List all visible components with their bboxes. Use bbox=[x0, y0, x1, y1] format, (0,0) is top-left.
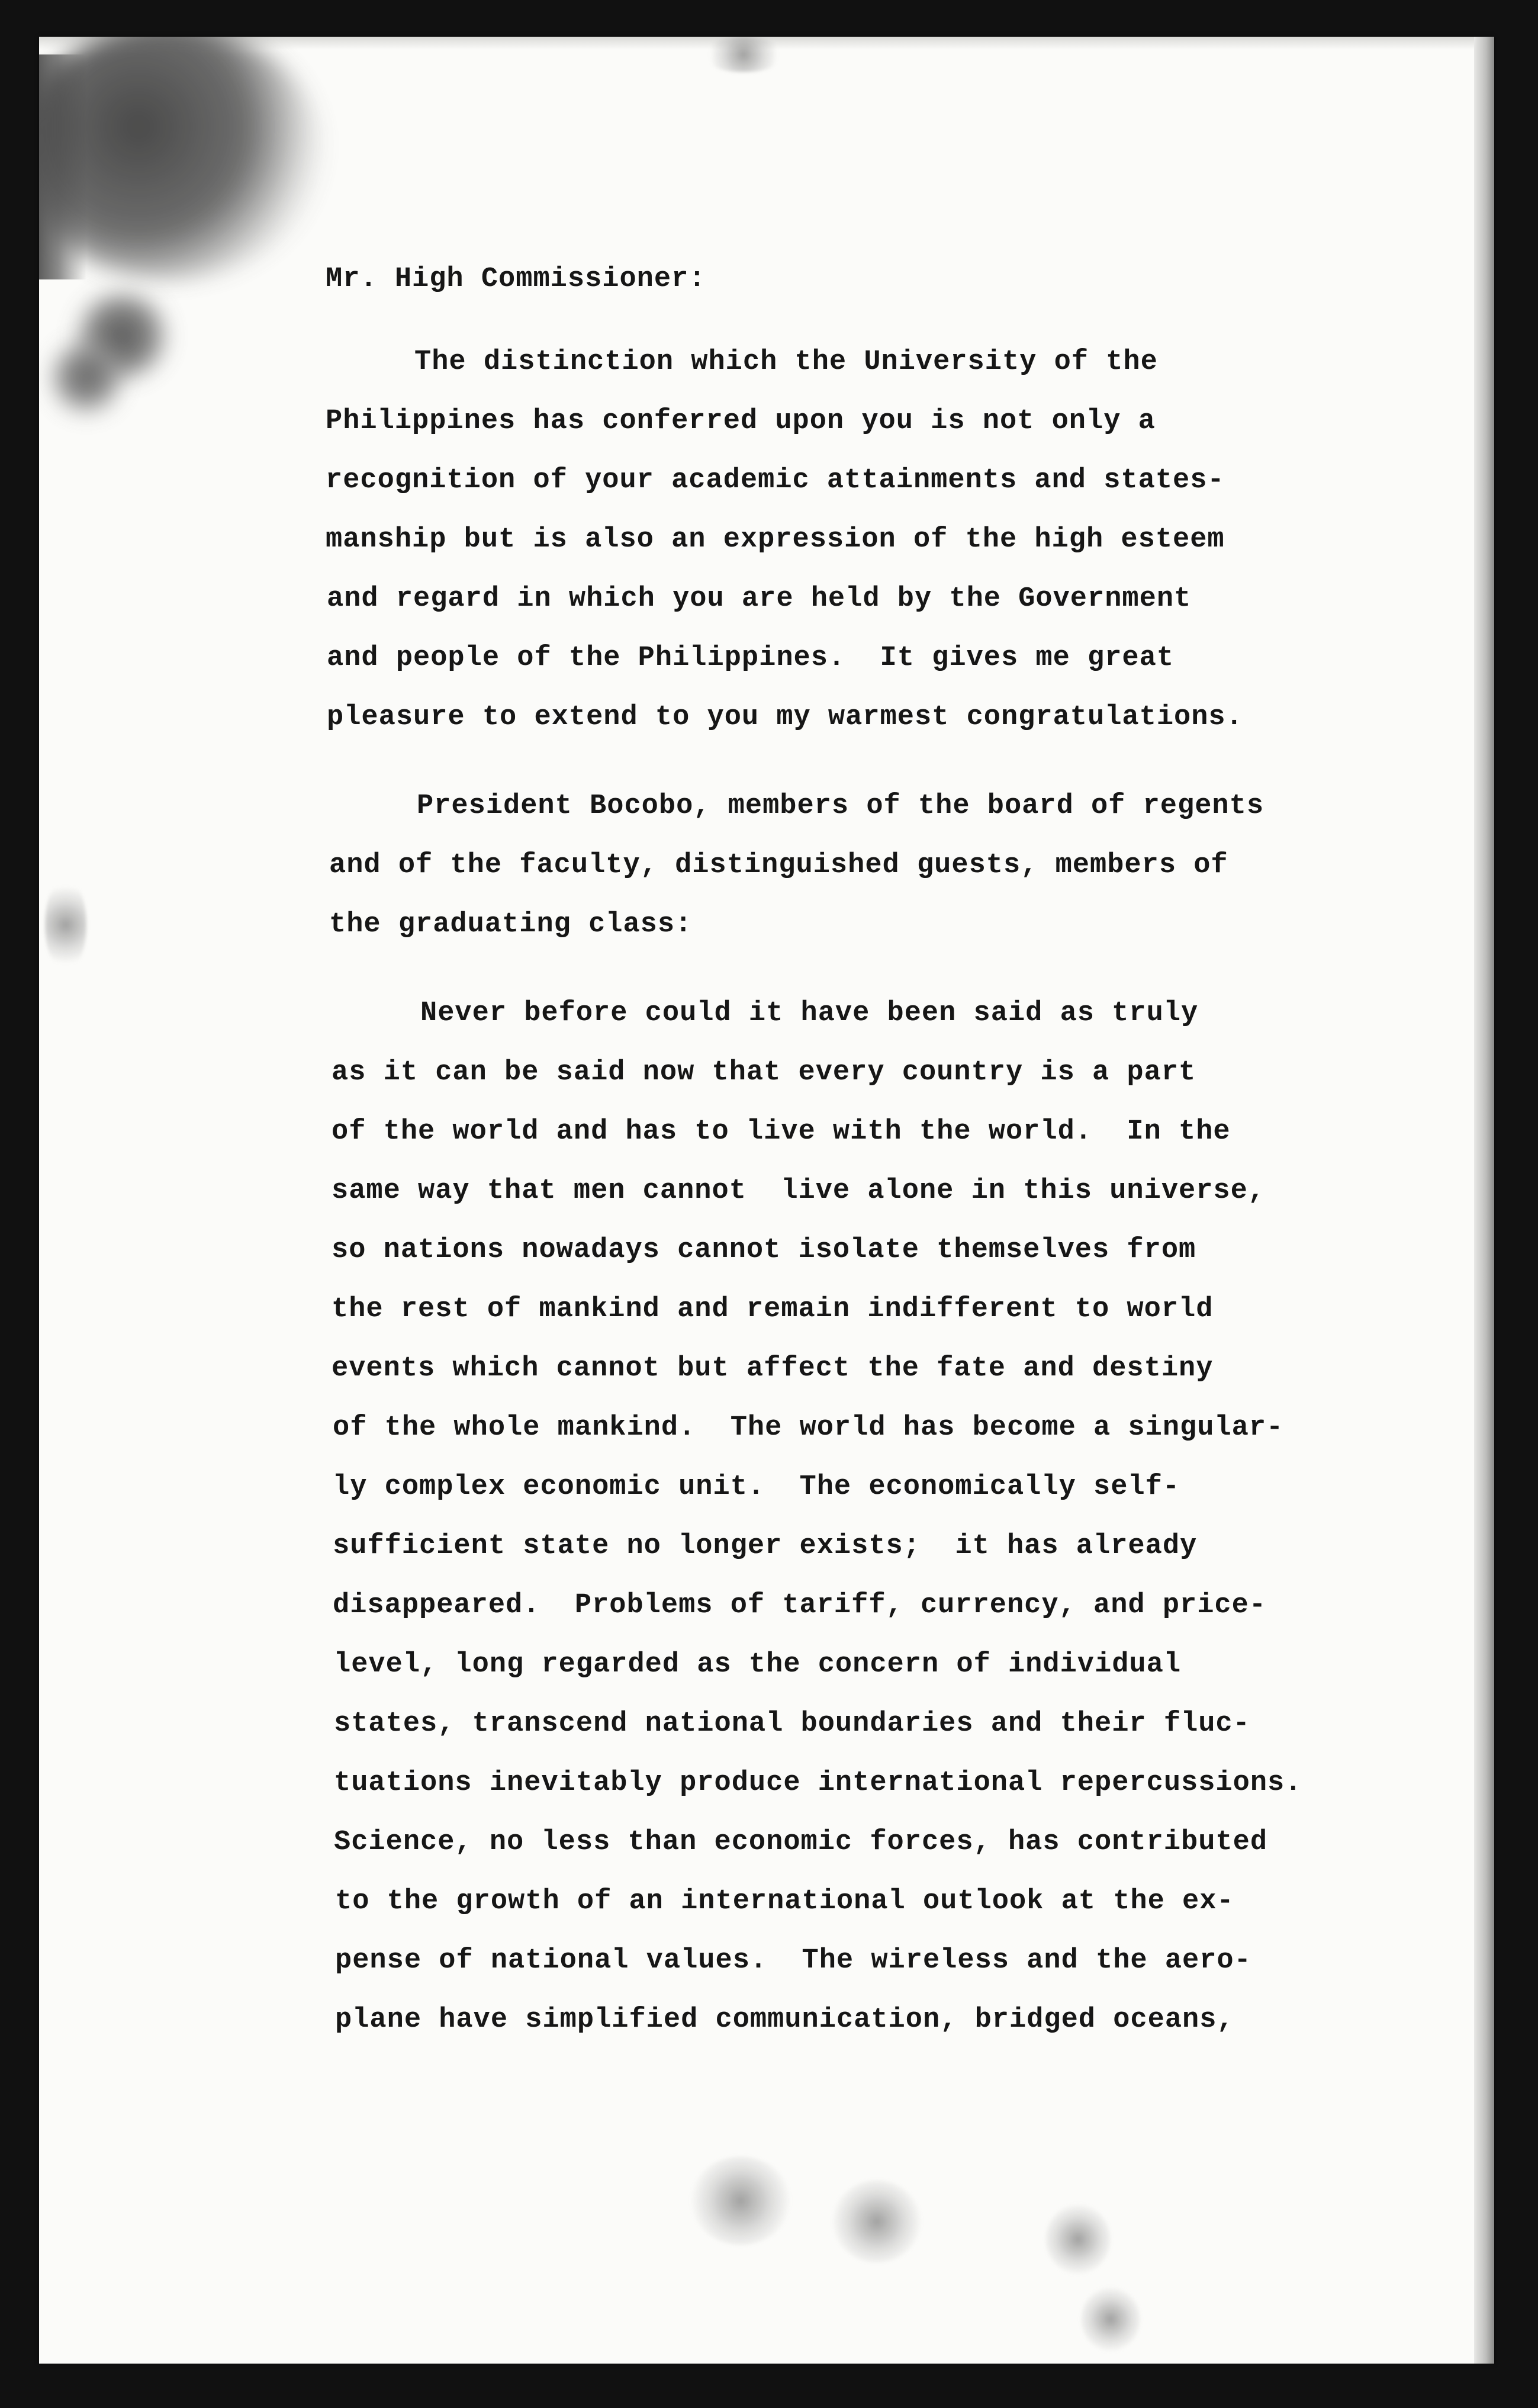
paragraph-3-line: same way that men cannot live alone in this universe, bbox=[332, 1175, 1266, 1207]
paper-speckle bbox=[1045, 2204, 1111, 2275]
paragraph-3-line: to the growth of an international outlook at the ex- bbox=[335, 1886, 1234, 1917]
ink-stain bbox=[51, 339, 122, 416]
paragraph-3-line: events which cannot but affect the fate and destiny bbox=[332, 1353, 1214, 1384]
paragraph-3-line: level, long regarded as the concern of individual bbox=[334, 1649, 1182, 1680]
paper-speckle bbox=[702, 37, 785, 72]
paragraph-2-line: President Bocobo, members of the board of regents bbox=[417, 790, 1264, 822]
paragraph-3-line: disappeared. Problems of tariff, currency, and price- bbox=[333, 1590, 1267, 1621]
paper-edge-shadow bbox=[1474, 37, 1494, 2364]
torn-corner bbox=[39, 54, 86, 279]
letter-body bbox=[326, 262, 1403, 2036]
paragraph-3-line: pense of national values. The wireless and the aero- bbox=[335, 1945, 1251, 1976]
paragraph-1-line: The distinction which the University of the bbox=[414, 346, 1158, 378]
paragraph-1-line: pleasure to extend to you my warmest congratulations. bbox=[327, 702, 1243, 733]
paragraph-1-line: recognition of your academic attainments and states- bbox=[326, 465, 1225, 496]
paragraph-2-line: the graduating class: bbox=[329, 909, 693, 940]
paragraph-3-line: of the whole mankind. The world has become a singular- bbox=[333, 1412, 1284, 1443]
paragraph-3-line: Science, no less than economic forces, has contributed bbox=[334, 1827, 1268, 1858]
typewritten-page bbox=[39, 37, 1494, 2364]
paragraph-1-line: Philippines has conferred upon you is not only a bbox=[326, 406, 1156, 437]
salutation: Mr. High Commissioner: bbox=[326, 263, 706, 295]
paragraph-1-line: manship but is also an expression of the high esteem bbox=[326, 524, 1225, 555]
paper-speckle bbox=[832, 2180, 921, 2263]
paragraph-3-line: sufficient state no longer exists; it has already bbox=[333, 1531, 1198, 1562]
paragraph-3-line: of the world and has to live with the world. In the bbox=[332, 1116, 1231, 1147]
paragraph-3-line: so nations nowadays cannot isolate themselves from bbox=[332, 1234, 1196, 1266]
paragraph-3-line: plane have simplified communication, bridged oceans, bbox=[335, 2004, 1234, 2036]
ink-stain bbox=[75, 291, 169, 380]
paper-speckle bbox=[690, 2156, 791, 2245]
paragraph-3-line: ly complex economic unit. The economically self- bbox=[333, 1471, 1180, 1503]
paper-speckle bbox=[1081, 2287, 1140, 2352]
paragraph-3-line: tuations inevitably produce international repercussions. bbox=[334, 1767, 1302, 1799]
paragraph-3-line: states, transcend national boundaries and their fluc- bbox=[334, 1708, 1250, 1740]
paragraph-2-line: and of the faculty, distinguished guests, members of bbox=[329, 850, 1228, 881]
paragraph-1-line: and people of the Philippines. It gives me great bbox=[327, 642, 1175, 674]
paragraph-3-line: the rest of mankind and remain indifferent to world bbox=[332, 1294, 1214, 1325]
paragraph-3-line: Never before could it have been said as truly bbox=[420, 998, 1199, 1029]
paragraph-1-line: and regard in which you are held by the Government bbox=[327, 583, 1192, 615]
paragraph-3-line: as it can be said now that every country is a part bbox=[332, 1057, 1196, 1088]
paper-speckle bbox=[45, 877, 86, 972]
